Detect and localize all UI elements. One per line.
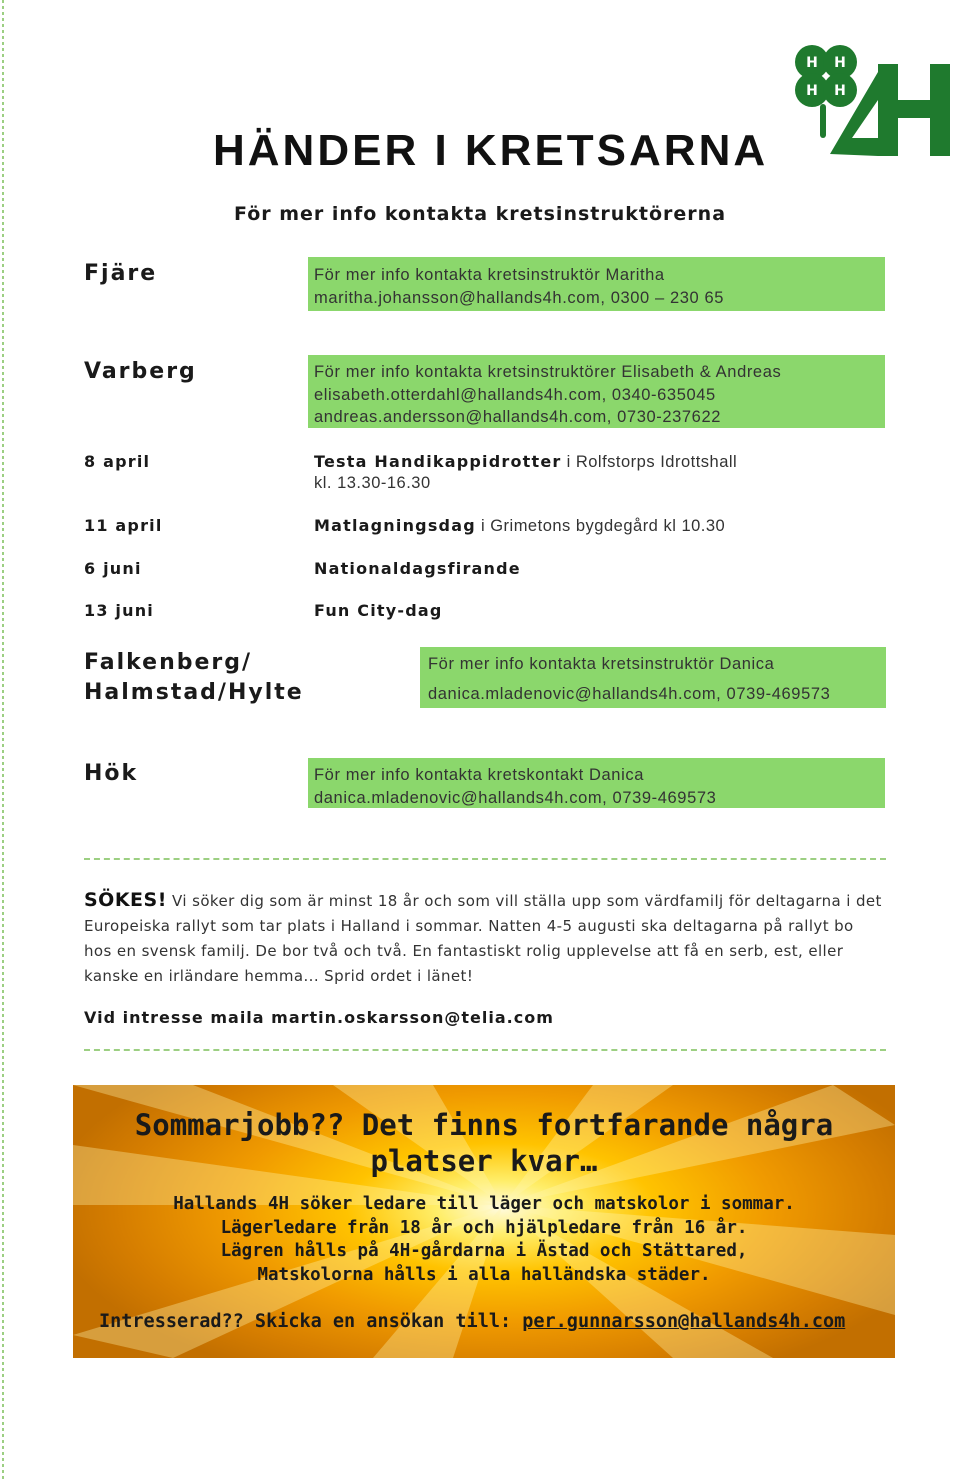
hok-contact-line: För mer info kontakta kretskontakt Danica	[314, 766, 644, 784]
fjare-contact-line: För mer info kontakta kretsinstruktör Maritha	[314, 266, 665, 284]
event-location: i Rolfstorps Idrottshall	[561, 453, 738, 471]
four-leaf-clover-logo	[790, 42, 956, 160]
varberg-email-line-1: elisabeth.otterdahl@hallands4h.com, 0340-635045	[314, 386, 716, 404]
divider-top	[84, 858, 886, 860]
banner-body	[73, 1193, 895, 1287]
event-date: 11 april	[84, 516, 163, 535]
section-heading-varberg: Varberg	[84, 359, 197, 384]
falkenberg-email-line: danica.mladenovic@hallands4h.com, 0739-469573	[428, 685, 831, 703]
banner-headline-line-2: platser kvar…	[370, 1144, 598, 1178]
event-time: kl. 13.30-16.30	[314, 474, 431, 492]
banner-email-link[interactable]: per.gunnarsson@hallands4h.com	[522, 1311, 846, 1332]
event-description	[314, 601, 443, 621]
banner-headline-line-1: Sommarjobb?? Det finns fortfarande några	[134, 1108, 834, 1142]
event-description	[314, 516, 725, 536]
section-heading-falkenberg: Falkenberg/	[84, 650, 253, 675]
section-heading-fjare: Fjäre	[84, 261, 158, 286]
notice-lead: SÖKES!	[84, 889, 167, 911]
varberg-email-line-2: andreas.andersson@hallands4h.com, 0730-237622	[314, 408, 722, 426]
section-heading-hok: Hök	[84, 761, 139, 786]
banner-body-line: Lägerledare från 18 år och hjälpledare från 16 år.	[220, 1217, 748, 1238]
banner-body-line: Matskolorna hålls i alla halländska städer.	[257, 1264, 711, 1285]
notice-contact: Vid intresse maila martin.oskarsson@telia.com	[84, 1008, 554, 1027]
svg-text:H: H	[806, 83, 818, 99]
event-date: 8 april	[84, 452, 151, 471]
section-heading-halmstad-hylte: Halmstad/Hylte	[84, 680, 304, 705]
banner-body-line: Lägren hålls på 4H-gårdarna i Ästad och Stättared,	[220, 1241, 748, 1261]
event-title: Testa Handikappidrotter	[314, 452, 562, 471]
page-subtitle: För mer info kontakta kretsinstruktörerna	[234, 203, 727, 225]
fjare-email-line: maritha.johansson@hallands4h.com, 0300 – 230 65	[314, 289, 725, 307]
event-location: i Grimetons bygdegård kl 10.30	[475, 517, 726, 535]
svg-text:H: H	[834, 83, 846, 99]
banner-headline	[73, 1107, 895, 1179]
svg-text:H: H	[834, 55, 846, 71]
divider-bottom	[84, 1049, 886, 1051]
event-date: 6 juni	[84, 559, 142, 578]
falkenberg-contact-line: För mer info kontakta kretsinstruktör Danica	[428, 655, 775, 673]
event-title: Nationaldagsfirande	[314, 559, 521, 578]
varberg-contact-line: För mer info kontakta kretsinstruktörer Elisabeth & Andreas	[314, 363, 782, 381]
host-family-notice	[84, 888, 884, 989]
event-description	[314, 452, 737, 472]
page-title: HÄNDER I KRETSARNA	[213, 126, 769, 175]
banner-body-line: Hallands 4H söker ledare till läger och matskolor i sommar.	[173, 1194, 795, 1214]
banner-cta-text: Intresserad?? Skicka en ansökan till:	[99, 1311, 523, 1332]
event-description	[314, 559, 521, 579]
notice-body: Vi söker dig som är minst 18 år och som vill ställa upp som värdfamilj för deltagarna i det Europeiska rallyt som tar plats i Halland i sommar. Natten 4-5 augusti ska deltagarna på rallyt bo hos en svensk familj. De bor två och två. En fantastiskt rolig upplevelse att få en serb, est, eller kanske en irländare hemma... Sprid ordet i länet!	[84, 892, 882, 985]
hok-email-line: danica.mladenovic@hallands4h.com, 0739-469573	[314, 789, 717, 807]
banner-cta	[99, 1311, 845, 1332]
event-title: Fun City-dag	[314, 601, 443, 620]
svg-text:H: H	[806, 55, 818, 71]
event-title: Matlagningsdag	[314, 516, 476, 535]
page-edge-border	[2, 0, 4, 1481]
summer-job-banner	[73, 1085, 895, 1358]
event-date: 13 juni	[84, 601, 154, 620]
